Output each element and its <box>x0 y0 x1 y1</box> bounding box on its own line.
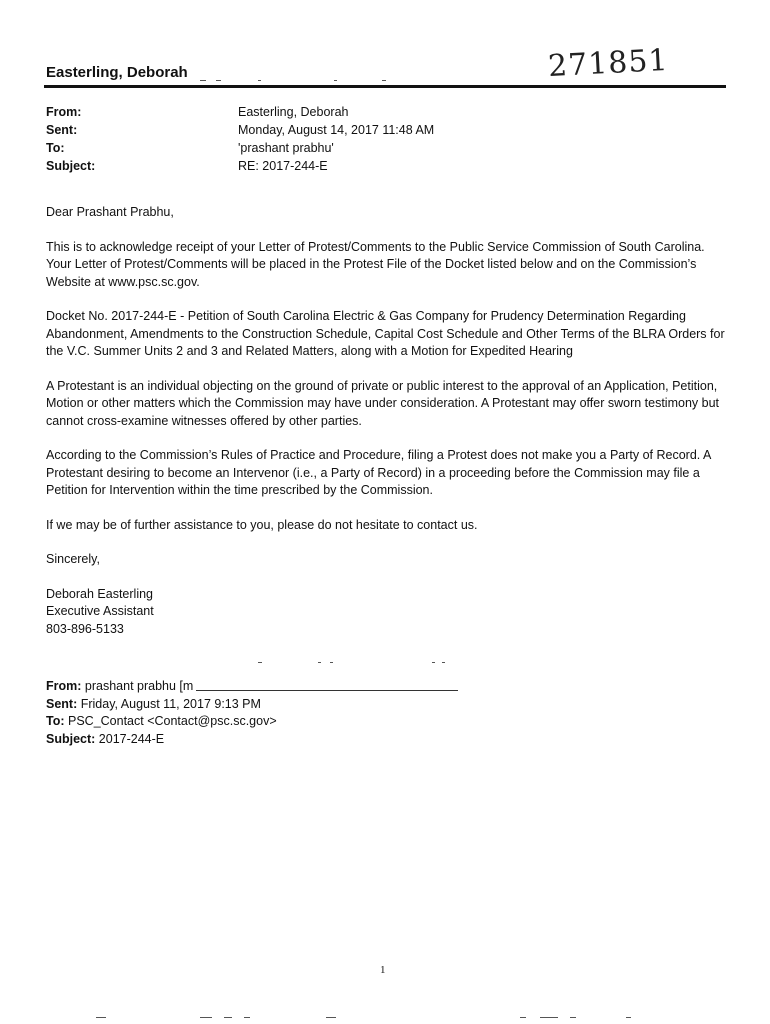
from-row <box>46 103 434 121</box>
sent-row <box>46 121 434 139</box>
paragraph-rules: According to the Commission’s Rules of Practice and Procedure, filing a Protest does not make you a Party of Record. A Protestant desiring to become an Intervenor (i.e., a Party of Record) in a proceeding before the Commission may file a Petition for Intervention within the time prescribed by the Commission. <box>46 448 711 497</box>
header-name: Easterling, Deborah <box>46 64 188 81</box>
handwritten-docket-number: 271851 <box>547 42 670 85</box>
fwd-to-row <box>46 713 277 731</box>
fwd-subject-label: Subject: <box>46 731 96 746</box>
fwd-subject-value: 2017-244-E <box>98 731 165 746</box>
header-divider <box>44 85 726 88</box>
from-value: Easterling, Deborah <box>238 105 349 119</box>
sent-value: Monday, August 14, 2017 11:48 AM <box>238 123 435 137</box>
sent-label: Sent: <box>46 123 78 137</box>
closing: Sincerely, <box>46 552 100 566</box>
email-body <box>46 204 726 655</box>
greeting: Dear Prashant Prabhu, <box>46 205 174 219</box>
to-label: To: <box>46 141 65 155</box>
fwd-from-value: prashant prabhu [m <box>84 679 194 693</box>
from-label: From: <box>46 105 82 119</box>
subject-row <box>46 157 434 175</box>
to-value: 'prashant prabhu' <box>238 141 334 155</box>
signature-name: Deborah Easterling <box>46 586 154 601</box>
paragraph-protestant-definition: A Protestant is an individual objecting on the ground of private or public interest to the approval of an Application, Petition, Motion or other matters which the Commission may have under consideration. A Protestant may offer sworn testimony but cannot cross-examine witnesses offered by other parties. <box>46 378 719 428</box>
signature-title: Executive Assistant <box>46 604 154 618</box>
fwd-sent-label: Sent: <box>46 696 78 711</box>
paragraph-acknowledgement: This is to acknowledge receipt of your Letter of Protest/Comments to the Public Service Commission of South Carolina. Your Letter of Protest/Comments will be placed in the Protest File of the Docket listed below and on the Commission’s Website at www.psc.sc.gov. <box>46 239 705 289</box>
paragraph-assistance: If we may be of further assistance to you, please do not hesitate to contact us. <box>46 517 478 532</box>
signature-block <box>46 586 726 639</box>
fwd-from-label: From: <box>46 679 82 693</box>
fwd-to-label: To: <box>46 714 65 728</box>
fwd-sent-row <box>46 696 277 714</box>
fwd-from-row <box>46 678 277 696</box>
signature-phone: 803-896-5133 <box>46 621 124 636</box>
page-number: 1 <box>380 964 386 976</box>
forwarded-header <box>46 678 277 748</box>
fwd-sent-value: Friday, August 11, 2017 9:13 PM <box>80 696 261 711</box>
subject-label: Subject: <box>46 159 96 173</box>
to-row <box>46 139 434 157</box>
fwd-subject-row <box>46 731 277 749</box>
paragraph-docket: Docket No. 2017-244-E - Petition of South Carolina Electric & Gas Company for Prudency Determination Regarding Abandonment, Amendments to the Construction Schedule, Capital Cost Schedule and Other Terms of the BLRA Orders for the V.C. Summer Units 2 and 3 and Related Matters, along with a Motion for Expedited Hearing <box>46 309 725 358</box>
subject-value: RE: 2017-244-E <box>238 159 328 173</box>
fwd-to-value: PSC_Contact <Contact@psc.sc.gov> <box>68 714 277 728</box>
email-header <box>46 103 434 175</box>
